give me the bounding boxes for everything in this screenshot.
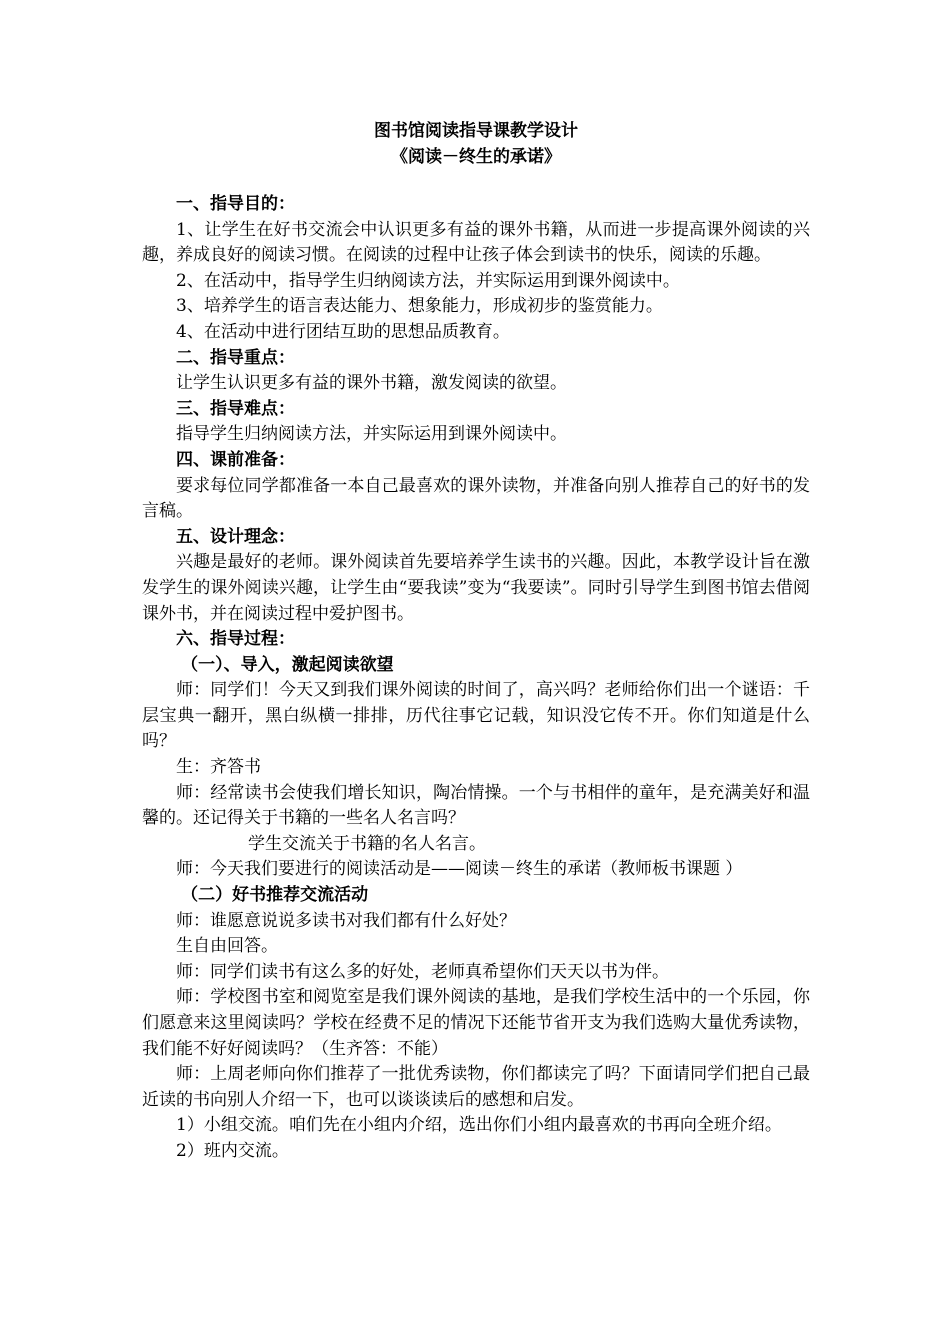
paragraph: 1）小组交流。咱们先在小组内介绍，选出你们小组内最喜欢的书再向全班介绍。 [176,1115,782,1136]
paragraph: 3、培养学生的语言表达能力、想象能力，形成初步的鉴赏能力。 [176,296,663,317]
paragraph: 2、在活动中，指导学生归纳阅读方法，并实际运用到课外阅读中。 [176,270,680,291]
section-heading-preparation: 四、课前准备： [176,449,295,470]
paragraph: 生自由回答。 [176,936,278,957]
paragraph: 生：齐答书 [176,757,261,778]
paragraph: 让学生认识更多有益的课外书籍，激发阅读的欲望。 [176,373,567,394]
paragraph: 师：上周老师向你们推荐了一批优秀读物，你们都读完了吗？下面请同学们把自己最近读的书向别人介绍一下，也可以谈谈读后的感想和启发。 [142,1064,810,1110]
document-title: 图书馆阅读指导课教学设计 [374,121,578,141]
section-heading-difficulties: 三、指导难点： [176,398,295,419]
document-page [142,118,810,1165]
paragraph: 师：今天我们要进行的阅读活动是——阅读－终生的承诺（教师板书课题 ） [176,859,743,880]
section-heading-process: 六、指导过程： [176,629,295,650]
section-heading-design-concept: 五、设计理念： [176,526,295,547]
paragraph: 1、让学生在好书交流会中认识更多有益的课外书籍，从而进一步提高课外阅读的兴趣，养成良好的阅读习惯。在阅读的过程中让孩子体会到读书的快乐，阅读的乐趣。 [142,219,810,266]
paragraph: 要求每位同学都准备一本自己最喜欢的课外读物，并准备向别人推荐自己的好书的发言稿。 [142,475,810,522]
paragraph: 师：谁愿意说说多读书对我们都有什么好处？ [176,910,516,931]
paragraph: 师：同学们读书有这么多的好处，老师真希望你们天天以书为伴。 [176,961,669,982]
paragraph: 学生交流关于书籍的名人名言。 [248,833,486,854]
document-subtitle: 《阅读－终生的承诺》 [391,147,561,167]
subsection-heading-book-exchange: （二）好书推荐交流活动 [181,885,369,906]
paragraph: 师：经常读书会使我们增长知识，陶冶情操。一个与书相伴的童年，是充满美好和温馨的。还记得关于书籍的一些名人名言吗？ [142,782,810,829]
paragraph: 4、在活动中进行团结互助的思想品质教育。 [176,321,510,342]
paragraph: 兴趣是最好的老师。课外阅读首先要培养学生读书的兴趣。因此，本教学设计旨在激发学生的课外阅读兴趣，让学生由“要我读”变为“我要读”。同时引导学生到图书馆去借阅课外书，并在阅读过程中爱护图书。 [142,552,810,624]
section-heading-key-points: 二、指导重点： [176,347,295,368]
paragraph: 师：同学们！今天又到我们课外阅读的时间了，高兴吗？老师给你们出一个谜语：千层宝典一翻开，黑白纵横一排排，历代往事它记载，知识没它传不开。你们知道是什么吗？ [142,680,810,752]
paragraph: 2）班内交流。 [176,1140,289,1161]
section-heading-objectives: 一、指导目的： [176,194,295,214]
paragraph: 指导学生归纳阅读方法，并实际运用到课外阅读中。 [176,424,567,445]
paragraph: 师：学校图书室和阅览室是我们课外阅读的基地，是我们学校生活中的一个乐园，你们愿意来这里阅读吗？学校在经费不足的情况下还能节省开支为我们选购大量优秀读物，我们能不好好阅读吗？（生齐答：不能） [142,987,810,1059]
subsection-heading-intro: （一）、导入，激起阅读欲望 [181,654,394,675]
